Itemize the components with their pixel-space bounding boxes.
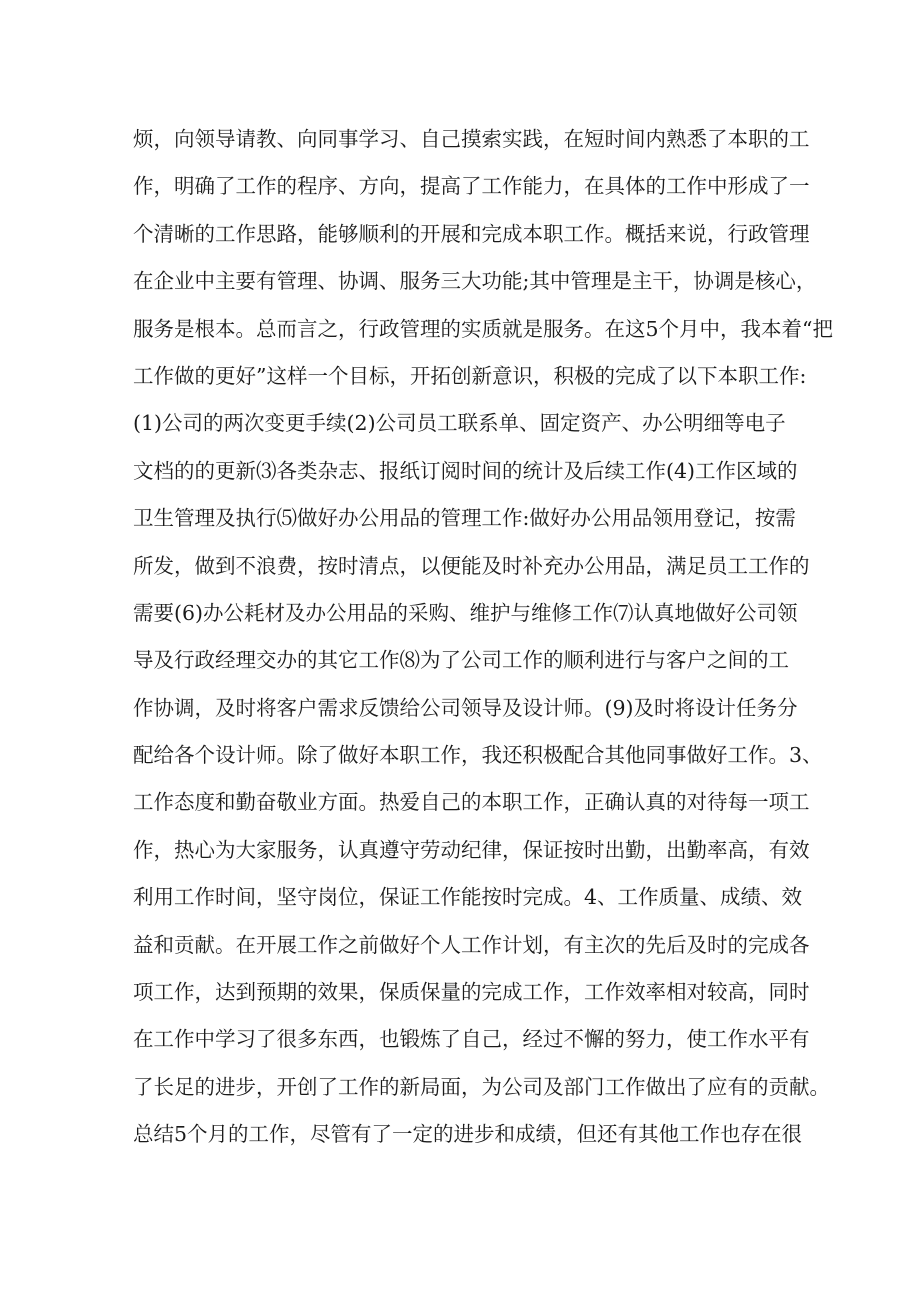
- text-line-13: 作协调，及时将客户需求反馈给公司领导及设计师。(9)及时将设计任务分: [133, 695, 798, 720]
- text-line-15: 工作态度和勤奋敬业方面。热爱自己的本职工作，正确认真的对待每一项工: [133, 790, 810, 815]
- text-line-19: 项工作，达到预期的效果，保质保量的完成工作，工作效率相对较高，同时: [133, 980, 810, 1005]
- text-line-1: 烦，向领导请教、向同事学习、自己摸索实践，在短时间内熟悉了本职的工: [133, 127, 810, 151]
- text-line-12: 导及行政经理交办的其它工作⑻为了公司工作的顺利进行与客户之间的工: [133, 648, 789, 673]
- text-line-18: 益和贡献。在开展工作之前做好个人工作计划，有主次的先后及时的完成各: [133, 932, 810, 957]
- body-text: [133, 116, 834, 1159]
- text-line-22: 总结5个月的工作，尽管有了一定的进步和成绩，但还有其他工作也存在很: [133, 1122, 803, 1147]
- text-line-6: 工作做的更好”这样一个目标，开拓创新意识，积极的完成了以下本职工作:: [133, 363, 807, 388]
- text-line-21: 了长足的进步，开创了工作的新局面，为公司及部门工作做出了应有的贡献。: [133, 1074, 830, 1099]
- text-line-9: 卫生管理及执行⑸做好办公用品的管理工作:做好办公用品领用登记，按需: [133, 506, 796, 531]
- text-line-7: (1)公司的两次变更手续(2)公司员工联系单、固定资产、办公明细等电子: [133, 411, 786, 436]
- text-line-2: 作，明确了工作的程序、方向，提高了工作能力，在具体的工作中形成了一: [133, 174, 810, 199]
- text-line-20: 在工作中学习了很多东西，也锻炼了自己，经过不懈的努力，使工作水平有: [133, 1027, 810, 1052]
- text-line-16: 作，热心为大家服务，认真遵守劳动纪律，保证按时出勤，出勤率高，有效: [133, 837, 810, 862]
- text-line-8: 文档的的更新⑶各类杂志、报纸订阅时间的统计及后续工作(4)工作区域的: [133, 458, 798, 483]
- text-line-3: 个清晰的工作思路，能够顺利的开展和完成本职工作。概括来说，行政管理: [133, 221, 810, 246]
- text-line-5: 服务是根本。总而言之，行政管理的实质就是服务。在这5个月中，我本着“把: [133, 316, 834, 341]
- text-line-17: 利用工作时间，坚守岗位，保证工作能按时完成。4、工作质量、成绩、效: [133, 885, 803, 910]
- text-line-10: 所发，做到不浪费，按时清点，以便能及时补充办公用品，满足员工工作的: [133, 553, 810, 578]
- text-line-14: 配给各个设计师。除了做好本职工作，我还积极配合其他同事做好工作。3、: [133, 743, 823, 768]
- text-line-11: 需要(6)办公耗材及办公用品的采购、维护与维修工作⑺认真地做好公司领: [133, 600, 798, 625]
- text-line-4: 在企业中主要有管理、协调、服务三大功能;其中管理是主干，协调是核心，: [133, 269, 817, 294]
